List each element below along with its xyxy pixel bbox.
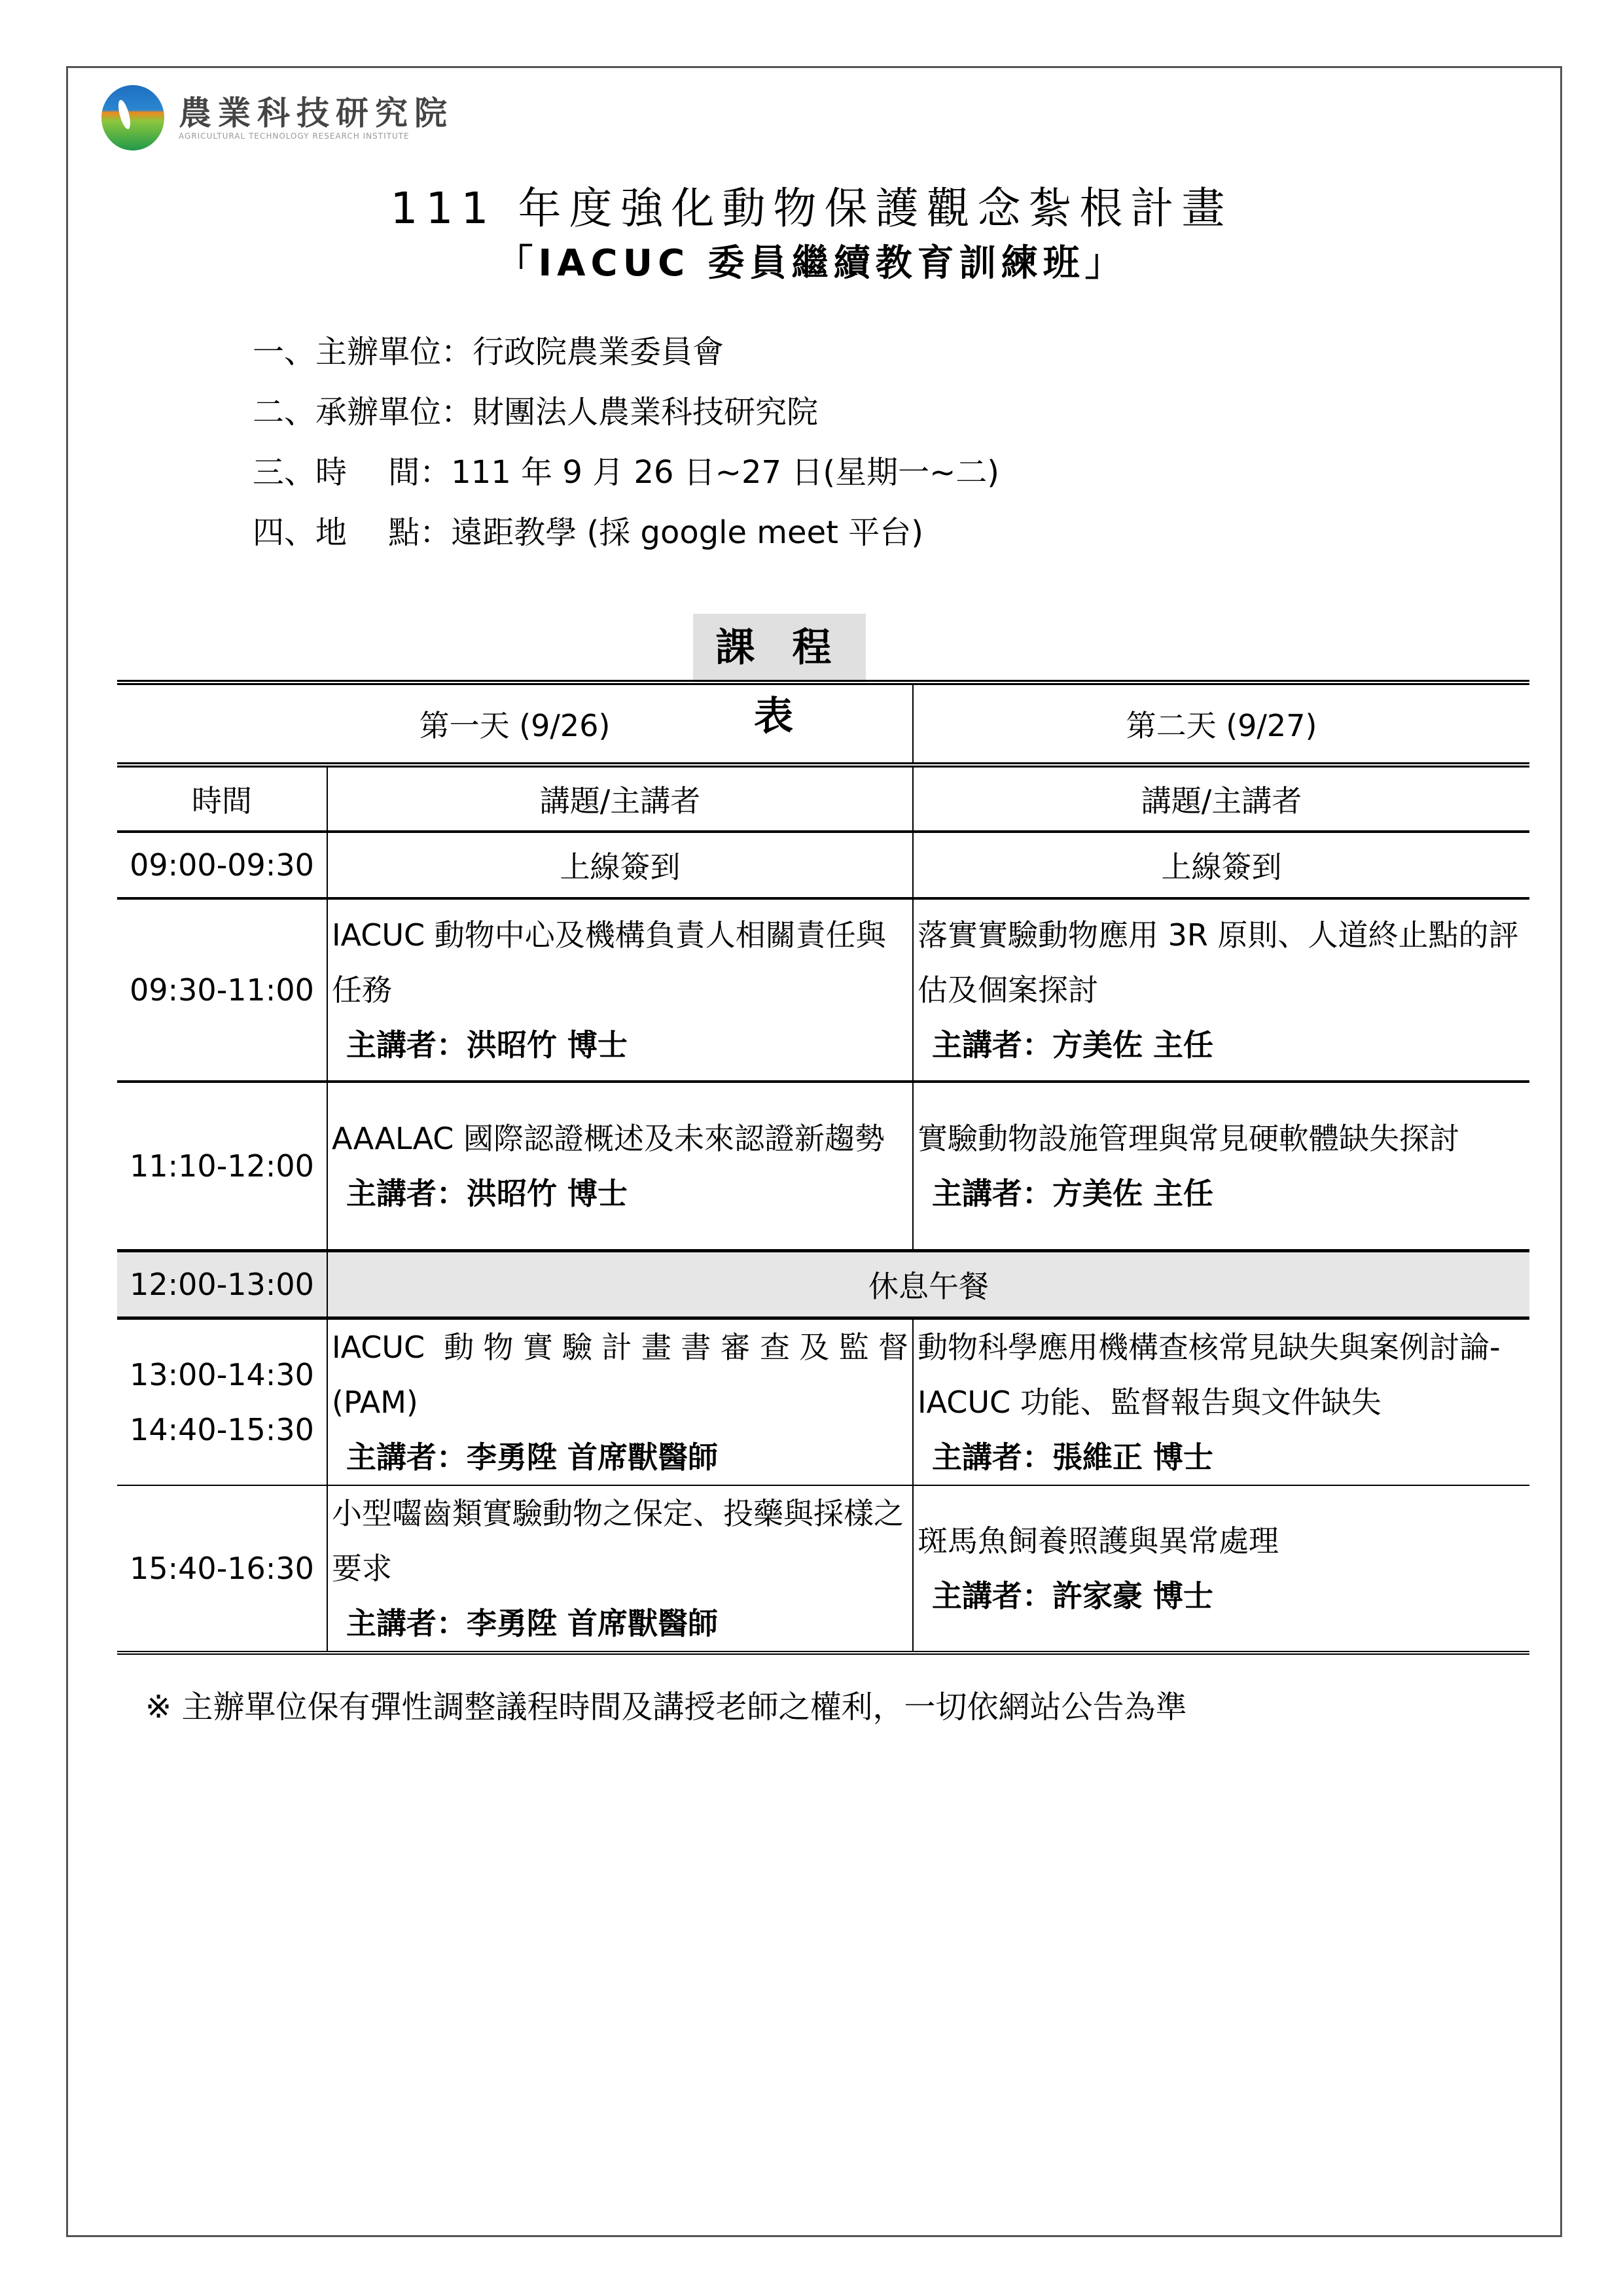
time-cell: 12:00-13:00 <box>117 1251 327 1318</box>
lunch-row <box>117 1251 1529 1318</box>
day1-cell <box>327 1318 913 1486</box>
footnote: ※ 主辦單位保有彈性調整議程時間及講授老師之權利，一切依網站公告為準 <box>145 1689 1187 1725</box>
day2-cell: 上線簽到 <box>913 832 1529 898</box>
topic: 動物科學應用機構查核常見缺失與案例討論-IACUC 功能、監督報告與文件缺失 <box>918 1330 1501 1420</box>
day2-cell <box>913 1318 1529 1486</box>
time-cell: 15:40-16:30 <box>117 1485 327 1653</box>
speaker: 主講者：李勇陞 首席獸醫師 <box>346 1439 719 1475</box>
time-cell <box>117 1318 327 1486</box>
time-cell: 09:00-09:30 <box>117 832 327 898</box>
table-row <box>117 1318 1529 1486</box>
speaker: 主講者：洪昭竹 博士 <box>346 1176 628 1211</box>
table-row <box>117 1082 1529 1251</box>
speaker: 主講者：方美佐 主任 <box>932 1176 1214 1211</box>
day2-cell <box>913 1082 1529 1251</box>
schedule-table <box>117 680 1529 1655</box>
logo-name-cn: 農業科技研究院 <box>179 94 454 132</box>
speaker: 主講者：許家豪 博士 <box>932 1578 1214 1614</box>
speaker: 主講者：洪昭竹 博士 <box>346 1027 628 1063</box>
topic: IACUC 動物中心及機構負責人相關責任與任務 <box>332 917 886 1008</box>
time-cell: 09:30-11:00 <box>117 898 327 1082</box>
speaker: 主講者：方美佐 主任 <box>932 1027 1214 1063</box>
day2-cell <box>913 1485 1529 1653</box>
table-row <box>117 898 1529 1082</box>
topic: 斑馬魚飼養照護與異常處理 <box>918 1523 1279 1559</box>
day1-cell <box>327 1082 913 1251</box>
institute-logo <box>101 85 454 150</box>
lunch-cell: 休息午餐 <box>327 1251 1529 1318</box>
info-time: 三、時 間：111 年 9 月 26 日~27 日(星期一~二) <box>253 454 1000 491</box>
table-row <box>117 1485 1529 1653</box>
time-1: 13:00-14:30 <box>130 1357 314 1392</box>
col-time: 時間 <box>117 765 327 832</box>
time-cell: 11:10-12:00 <box>117 1082 327 1251</box>
day2-cell <box>913 898 1529 1082</box>
logo-emblem-icon <box>101 85 164 150</box>
topic: AAALAC 國際認證概述及未來認證新趨勢 <box>332 1121 885 1156</box>
speaker: 主講者：李勇陞 首席獸醫師 <box>346 1606 719 1641</box>
topic-cont: (PAM) <box>332 1385 418 1420</box>
topic: 小型囓齒類實驗動物之保定、投藥與採樣之要求 <box>332 1496 904 1586</box>
day1-cell <box>327 898 913 1082</box>
time-2: 14:40-15:30 <box>130 1412 314 1447</box>
column-header-row <box>117 765 1529 832</box>
day-header-row <box>117 682 1529 765</box>
day1-cell: 上線簽到 <box>327 832 913 898</box>
day1-header: 第一天 (9/26) <box>117 682 913 765</box>
day1-cell <box>327 1485 913 1653</box>
info-location: 四、地 點：遠距教學 (採 google meet 平台) <box>253 514 923 551</box>
document-subtitle: 「IACUC 委員繼續教育訓練班」 <box>496 242 1127 285</box>
document-title: 111 年度強化動物保護觀念紮根計畫 <box>390 183 1233 234</box>
table-row <box>117 832 1529 898</box>
logo-name-en: AGRICULTURAL TECHNOLOGY RESEARCH INSTITUTE <box>179 132 410 141</box>
schedule-title: 課 程 表 <box>693 614 866 682</box>
col-topic-day2: 講題/主講者 <box>913 765 1529 832</box>
day2-header: 第二天 (9/27) <box>913 682 1529 765</box>
topic: 實驗動物設施管理與常見硬軟體缺失探討 <box>918 1121 1459 1156</box>
info-organizer: 一、主辦單位：行政院農業委員會 <box>253 334 724 370</box>
info-executor: 二、承辦單位：財團法人農業科技研究院 <box>253 394 819 431</box>
col-topic-day1: 講題/主講者 <box>327 765 913 832</box>
topic: IACUC 動物實驗計畫書審查及監督 <box>332 1330 908 1365</box>
topic: 落實實驗動物應用 3R 原則、人道終止點的評估及個案探討 <box>918 917 1519 1008</box>
speaker: 主講者：張維正 博士 <box>932 1439 1214 1475</box>
